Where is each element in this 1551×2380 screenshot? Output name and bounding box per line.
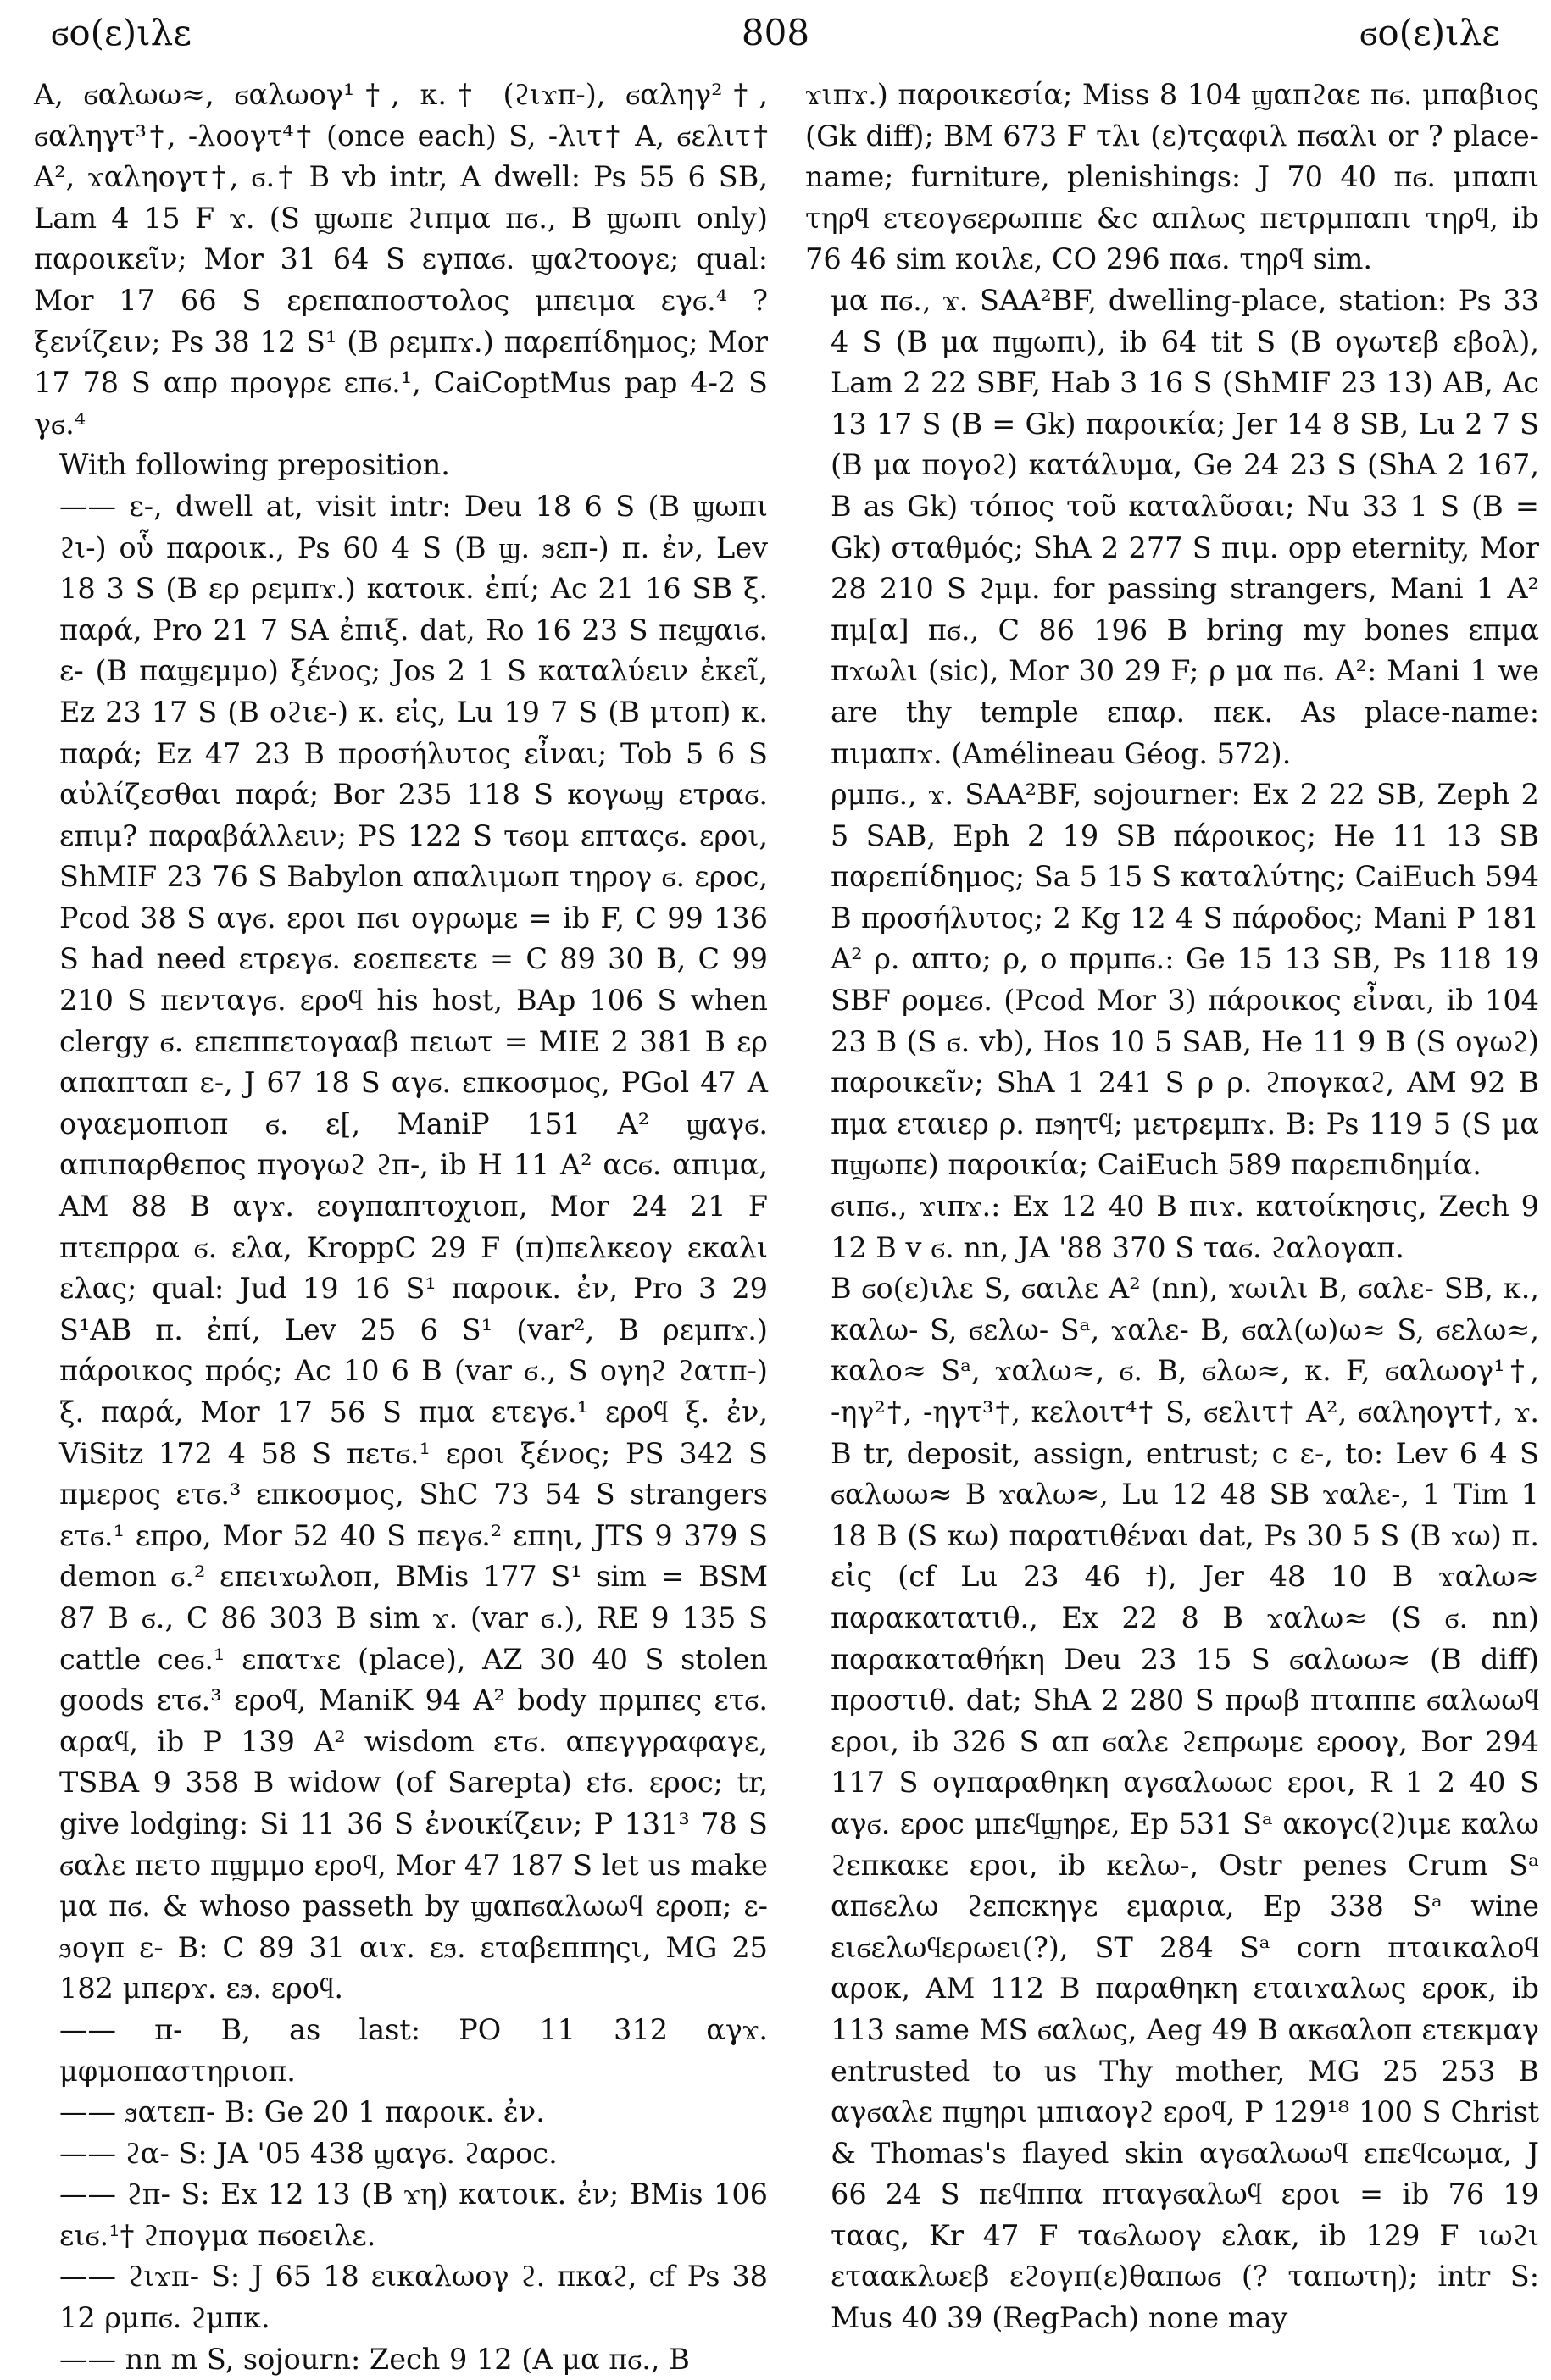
subentry-paragraph: —— ϩπ- S: Ex 12 13 (B ϫη) κατοικ. ἐν; BMis 106 ειϭ.¹† ϩπογμα πϭοειλε.	[59, 2178, 768, 2252]
page-header	[51, 12, 1500, 66]
subentry-paragraph: —— ϧατεπ- B: Ge 20 1 παροικ. ἐν.	[59, 2095, 545, 2129]
left-column	[34, 75, 768, 2376]
subentry-paragraph: —— π- B, as last: PO 11 312 αγϫ. μφμοπαστηριοπ.	[59, 2012, 768, 2088]
subentry-paragraph: —— ϩιϫπ- S: J 65 18 εικαλωογ ϩ. πκαϩ, cf Ps 38 12 ρμπϭ. ϩμπκ.	[59, 2260, 768, 2335]
section-note: With following preposition.	[59, 448, 450, 482]
subentry-paragraph: —— ϩα- S: JA '05 438 ϣαγϭ. ϩαροc.	[59, 2136, 558, 2170]
subentry-paragraph: ϭιπϭ., ϫιπϫ.: Ex 12 40 B πιϫ. κατοίκησις, Zech 9 12 B v ϭ. nn, JA '88 370 S ταϭ. ϩαλογαπ.	[831, 1190, 1539, 1264]
page-number: 808	[741, 12, 810, 53]
headword-entry: B ϭο(ε)ιλε S, ϭαιλε A² (nn), ϫωιλι B, ϭαλε- SB, κ., καλω- S, ϭελω- Sᵃ, ϫαλε- B, ϭαλ(ω)ω≈ S, ϭελω≈, καλο≈ Sᵃ, ϫαλω≈, ϭ. B, ϭλω≈, κ. F, ϭαλωογ¹†, -ηγ²†, -ηγτ³†, κελοιτ⁴† S, ϭελιτ† A², ϭαληογτ†, ϫ. B tr, deposit, assign, entrust; c ε-, to: Lev 6 4 S ϭαλωω≈ B ϫαλω≈, Lu 12 48 SB ϫαλε-, 1 Tim 1 18 B (S κω) παρατιθέναι dat, Ps 30 5 S (B ϫω) π. εἰς (cf Lu 23 46 ϯ), Jer 48 10 B ϫαλω≈ παρακατατιθ., Ex 22 8 B ϫαλω≈ (S ϭ. nn) παρακαταθήκη Deu 23 15 S ϭαλωω≈ (B diff) προστιθ. dat; ShA 2 280 S πρωβ πταππε ϭαλωωϥ εροι, ib 326 S απ ϭαλε ϩεπρωμε εροογ, Bor 294 117 S ογπαραθηκη αγϭαλωωc εροι, R 1 2 40 S αγϭ. εροc μπεϥϣηρε, Ep 531 Sᵃ ακογc(ϩ)ιμε καλω ϩεπκακε εροι, ib κελω-, Ostr penes Crum Sᵃ απϭελω ϩεπcκηγε εμαρια, Ep 338 Sᵃ wine ειϭελωϥερωει(?), ST 284 Sᵃ corn πταικαλοϥ αροκ, AM 112 B παραθηκη εταιϫαλως εροκ, ib 113 same MS ϭαλως, Aeg 49 B ακϭαλοπ ετεκμαγ entrusted to us Thy mother, MG 25 253 B αγϭαλε πϣηρι μπιαογϩ εροϥ, P 129¹⁸ 100 S Christ & Thomas's flayed skin αγϭαλωωϥ επεϥcωμα, J 66 24 S πεϥππα πταγϭαλωϥ εροι = ib 76 19 ταας, Kr 47 F ταϭλωογ ελακ, ib 129 F ιωϩι εταακλωεβ εϩογπ(ε)θαπωϭ (? ταπωτη); intr S: Mus 40 39 (RegPach) none may	[831, 1272, 1539, 2335]
running-head-left: ϭο(ε)ιλε	[51, 12, 192, 53]
running-head-right: ϭο(ε)ιλε	[1359, 12, 1500, 53]
subentry-paragraph: —— ε-, dwell at, visit intr: Deu 18 6 S (B ϣωπι ϩι-) οὗ παροικ., Ps 60 4 S (B ϣ. ϧεπ-) π. ἐν, Lev 18 3 S (B ερ ρεμπϫ.) κατοικ. ἐπί; Ac 21 16 SB ξ. παρά, Pro 21 7 SA ἐπιξ. dat, Ro 16 23 S πεϣαιϭ. ε- (B παϣεμμο) ξένος; Jos 2 1 S καταλύειν ἐκεῖ, Ez 23 17 S (B οϩιε-) κ. εἰς, Lu 19 7 S (B μτοπ) κ. παρά; Ez 47 23 B προσήλυτος εἶναι; Tob 5 6 S αὐλίζεσθαι παρά; Bor 235 118 S κογωϣ ετραϭ. επιμ? παραβάλλειν; PS 122 S τϭομ επταςϭ. εροι, ShMIF 23 76 S Babylon απαλιμωπ τηρογ ϭ. εροc, Pcod 38 S αγϭ. εροι πϭι ογρωμε = ib F, C 99 136 S had need ετρεγϭ. εοεπεετε = C 89 30 B, C 99 210 S πενταγϭ. εροϥ his host, BAp 106 S when clergy ϭ. επεππετογααβ πειωτ = MIE 2 381 B ερ απαπταπ ε-, J 67 18 S αγϭ. επκοσμος, PGol 47 A ογαεμοπιοπ ϭ. ε[, ManiP 151 A² ϣαγϭ. απιπαρθεπος πγογωϩ ϩπ-, ib H 11 A² αcϭ. απιμα, AM 88 B αγϫ. εογπαπτοχιοπ, Mor 24 21 F πτεπρρα ϭ. ελα, KroppC 29 F (π)πελκεογ εκαλι ελας; qual: Jud 19 16 S¹ παροικ. ἐν, Pro 3 29 S¹AB π. ἐπί, Lev 25 6 S¹ (var², B ρεμπϫ.) πάροικος πρός; Ac 10 6 B (var ϭ., S ογηϩ ϩατπ-) ξ. παρά, Mor 17 56 S πμα ετεγϭ.¹ εροϥ ξ. ἐν, ViSitz 172 4 58 S πετϭ.¹ εροι ξένος; PS 342 S πμερος ετϭ.³ επκοσμος, ShC 73 54 S strangers ετϭ.¹ επρο, Mor 52 40 S πεγϭ.² επηι, JTS 9 379 S demon ϭ.² επειϫωλοπ, BMis 177 S¹ sim = BSM 87 B ϭ., C 86 303 B sim ϫ. (var ϭ.), RE 9 135 S cattle ceϭ.¹ επατϫε (place), AZ 30 40 S stolen goods ετϭ.³ εροϥ, ManiK 94 A² body πρμπες ετϭ. αραϥ, ib P 139 A² wisdom ετϭ. απεγγραφαγε, TSBA 9 358 B widow (of Sarepta) εϯϭ. εροc; tr, give lodging: Si 11 36 S ἐνοικίζειν; P 131³ 78 S ϭαλε πετο πϣμμο εροϥ, Mor 47 187 S let us make μα πϭ. & whoso passeth by ϣαπϭαλωωϥ εροπ; ε-ϧογπ ε- B: C 89 31 αιϫ. εϧ. εταβεππηςι, MG 25 182 μπερϫ. εϧ. εροϥ.	[59, 489, 768, 2006]
subentry-paragraph: ρμπϭ., ϫ. SAA²BF, sojourner: Ex 2 22 SB, Zeph 2 5 SAB, Eph 2 19 SB πάροικος; He 11 13 SB παρεπίδημος; Sa 5 15 S καταλύτης; CaiEuch 594 B προσήλυτος; 2 Kg 12 4 S πάροδος; Mani P 181 A² ρ. απτο; ρ, ο πρμπϭ.: Ge 15 13 SB, Ps 118 19 SBF ρομεϭ. (Pcod Mor 3) πάροικος εἶναι, ib 104 23 B (S ϭ. vb), Hos 10 5 SAB, He 11 9 B (S ογωϩ) παροικεῖν; ShA 1 241 S ρ ρ. ϩπογκαϩ, AM 92 B πμα εταιερ ρ. πϧητϥ; μετρεμπϫ. B: Ps 119 5 (S μα πϣωπε) παροικία; CaiEuch 589 παρεπιδημία.	[831, 778, 1539, 1182]
right-column	[805, 75, 1539, 2335]
subentry-paragraph: μα πϭ., ϫ. SAA²BF, dwelling-place, station: Ps 33 4 S (B μα πϣωπι), ib 64 tit S (B ογωτεβ εβολ), Lam 2 22 SBF, Hab 3 16 S (ShMIF 23 13) AB, Ac 13 17 S (B = Gk) παροικία; Jer 14 8 SB, Lu 2 7 S (B μα πογοϩ) κατάλυμα, Ge 24 23 S (ShA 2 167, B as Gk) τόπος τοῦ καταλῦσαι; Nu 33 1 S (B = Gk) σταθμός; ShA 2 277 S πιμ. opp eternity, Mor 28 210 S ϩμμ. for passing strangers, Mani 1 A² πμ[α] πϭ., C 86 196 B bring my bones επμα πϫωλι (sic), Mor 30 29 F; ρ μα πϭ. A²: Mani 1 we are thy temple επαρ. πεκ. As place-name: πιμαπϫ. (Amélineau Géog. 572).	[831, 283, 1539, 770]
entry-paragraph: ϫιπϫ.) παροικεσία; Miss 8 104 ϣαπϩαε πϭ. μπαβιος (Gk diff); BM 673 F τλι (ε)τςαφιλ πϭαλι or ? place-name; furniture, plenishings: J 70 40 πϭ. μπαπι τηρϥ ετεογϭερωππε &c απλως πετρμπαπι τηρϥ, ib 76 46 sim κοιλε, CO 296 παϭ. τηρϥ sim.	[805, 78, 1539, 276]
entry-paragraph: A, ϭαλωω≈, ϭαλωογ¹†, κ.† (ϩιϫπ-), ϭαληγ²†, ϭαληγτ³†, -λοογτ⁴† (once each) S, -λιτ† A, ϭελιτ† A², ϫαληογτ†, ϭ.† B vb intr, A dwell: Ps 55 6 SB, Lam 4 15 F ϫ. (S ϣωπε ϩιπμα πϭ., B ϣωπι only) παροικεῖν; Mor 31 64 S εγπαϭ. ϣαϩτοογε; qual: Mor 17 66 S ερεπαποστολος μπειμα εγϭ.⁴ ? ξενίζειν; Ps 38 12 S¹ (B ρεμπϫ.) παρεπίδημος; Mor 17 78 S απρ προγρε επϭ.¹, CaiCoptMus pap 4-2 S γϭ.⁴	[34, 78, 768, 441]
subentry-paragraph: —— nn m S, sojourn: Zech 9 12 (A μα πϭ., B	[59, 2342, 690, 2376]
